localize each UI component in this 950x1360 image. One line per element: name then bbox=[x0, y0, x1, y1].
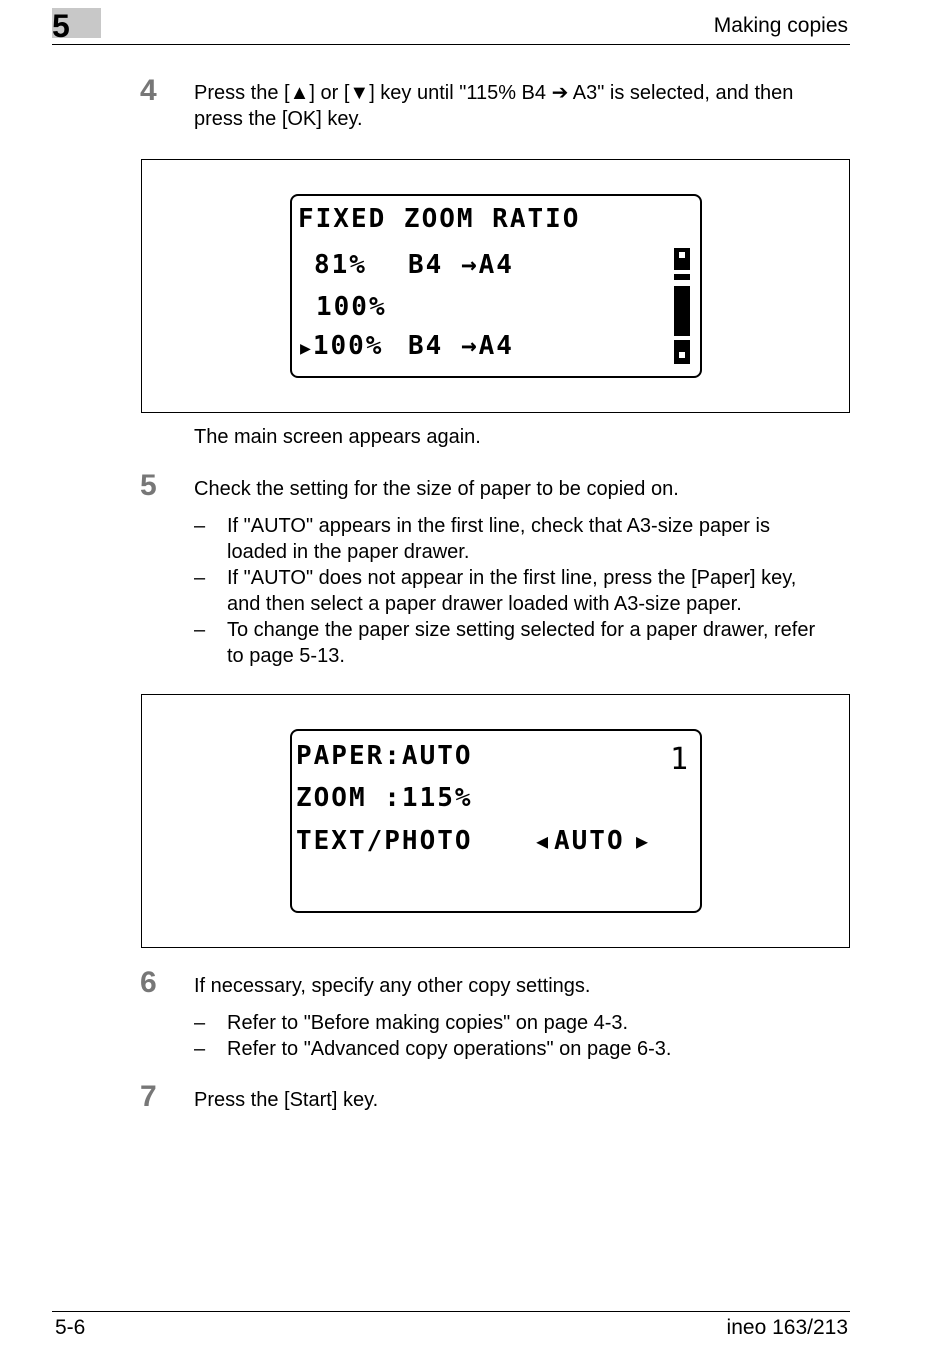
lcd-right-arrow-icon: ▶ bbox=[636, 829, 651, 853]
lcd-main-mode-line bbox=[296, 826, 651, 856]
lcd-zoom-row-1-conv: B4 →A4 bbox=[408, 250, 514, 280]
step-4-text bbox=[194, 80, 793, 132]
lcd-main-zoom-line: ZOOM :115% bbox=[296, 783, 473, 813]
step-5-text: Check the setting for the size of paper to be copied on. bbox=[194, 478, 679, 500]
step-6-bullet-1: – Refer to "Before making copies" on page 4-3. bbox=[194, 1012, 629, 1034]
lcd-cursor-icon: ▶ bbox=[300, 338, 313, 359]
step-number-4: 4 bbox=[140, 74, 157, 107]
main-screen-note: The main screen appears again. bbox=[194, 426, 481, 448]
lcd-main-paper-line: PAPER:AUTO bbox=[296, 741, 473, 771]
lcd-main-mode-label: TEXT/PHOTO bbox=[296, 826, 473, 856]
footer-divider bbox=[52, 1311, 850, 1312]
lcd-zoom-row-3-ratio: 100% bbox=[312, 331, 384, 361]
header-title: Making copies bbox=[713, 14, 848, 37]
chapter-number: 5 bbox=[52, 8, 70, 44]
step-4-line-1: Press the [▲] or [▼] key until "115% B4 ➔ A3" is selected, and then bbox=[194, 82, 794, 104]
step-5-bullet-3: – To change the paper size setting selected for a paper drawer, refer to page 5-13. bbox=[194, 619, 816, 667]
step-number-7: 7 bbox=[140, 1080, 157, 1113]
lcd-screen-main bbox=[290, 729, 702, 913]
lcd-zoom-row-2 bbox=[316, 294, 387, 320]
step-7-text: Press the [Start] key. bbox=[194, 1089, 379, 1111]
step-4-line-2: press the [OK] key. bbox=[194, 108, 363, 130]
lcd-main-copy-count: 1 bbox=[669, 742, 690, 777]
header-divider bbox=[52, 44, 850, 45]
lcd-scrollbar-icon bbox=[674, 248, 690, 364]
step-5-bullet-1: – If "AUTO" appears in the first line, check that A3-size paper is loaded in the paper drawer. bbox=[194, 515, 770, 563]
step-number-6: 6 bbox=[140, 966, 157, 999]
lcd-zoom-row-3-conv: B4 →A4 bbox=[408, 331, 514, 361]
footer-model: ineo 163/213 bbox=[726, 1316, 848, 1339]
step-5-bullet-2: – If "AUTO" does not appear in the first line, press the [Paper] key, and then select a paper drawer loaded with A3-size paper. bbox=[194, 567, 797, 615]
footer-page-number: 5-6 bbox=[55, 1316, 86, 1339]
step-number-5: 5 bbox=[140, 469, 157, 502]
step-6-bullet-2: – Refer to "Advanced copy operations" on page 6-3. bbox=[194, 1038, 672, 1060]
lcd-screen-zoom bbox=[290, 194, 702, 378]
lcd-main-mode-value: AUTO bbox=[554, 826, 625, 856]
step-6-text: If necessary, specify any other copy settings. bbox=[194, 975, 591, 997]
lcd-figure-zoom bbox=[141, 159, 850, 413]
lcd-left-arrow-icon: ◀ bbox=[536, 829, 551, 853]
lcd-zoom-row-1 bbox=[314, 250, 514, 280]
lcd-zoom-title: FIXED ZOOM RATIO bbox=[298, 204, 581, 234]
lcd-zoom-row-1-ratio: 81% bbox=[314, 250, 367, 280]
lcd-figure-main bbox=[141, 694, 850, 948]
lcd-zoom-row-3 bbox=[300, 331, 514, 361]
lcd-zoom-row-2-ratio: 100% bbox=[316, 292, 387, 322]
